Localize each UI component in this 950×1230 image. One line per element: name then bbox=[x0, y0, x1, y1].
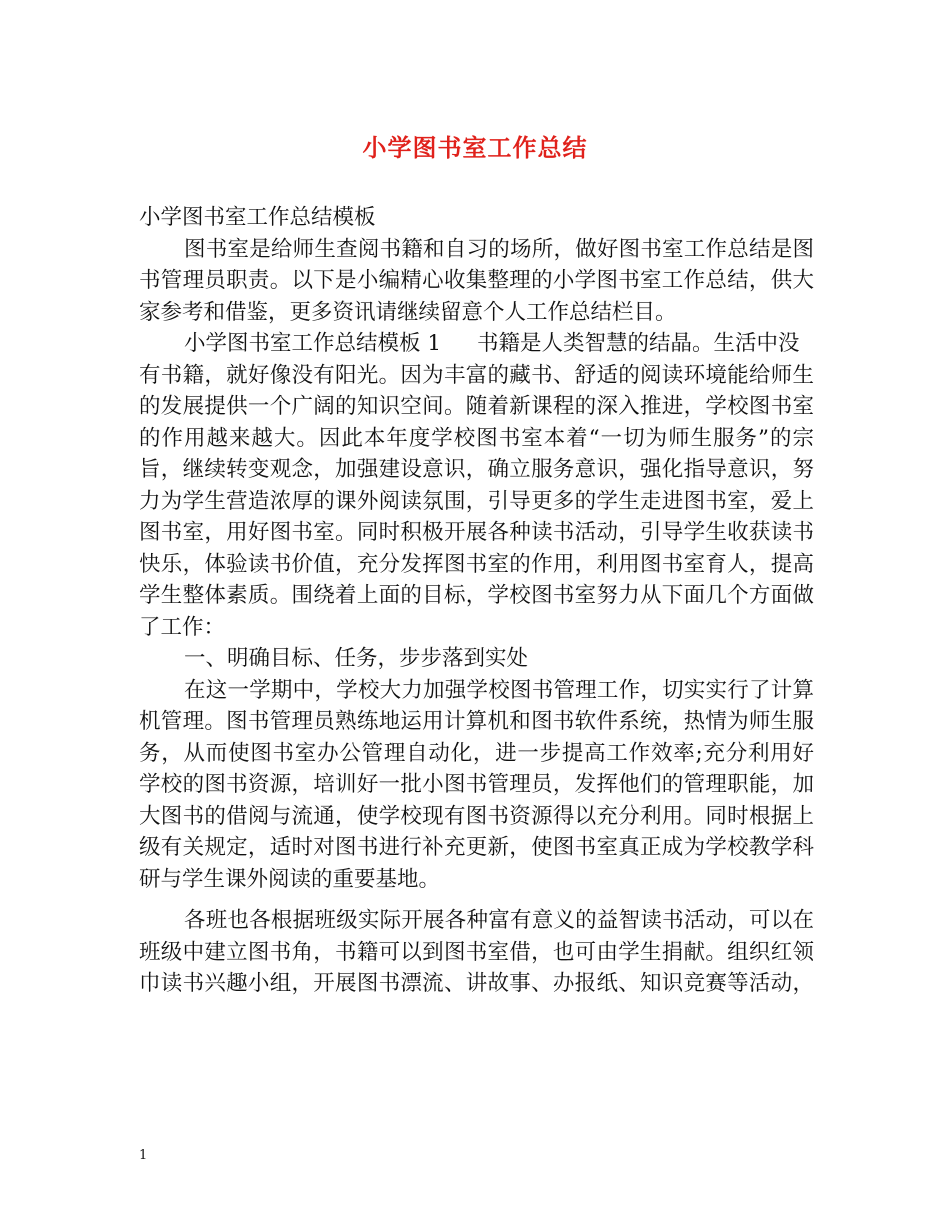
page-number: 1 bbox=[139, 1148, 148, 1163]
paragraph-line: 巾读书兴趣小组，开展图书漂流、讲故事、办报纸、知识竞赛等活动， bbox=[139, 971, 814, 996]
paragraph-line: 旨，继续转变观念，加强建设意识，确立服务意识，强化指导意识，努 bbox=[139, 457, 814, 482]
paragraph-text: 书籍是人类智慧的结晶。生活中没 bbox=[477, 331, 800, 356]
paragraph-line: 图书室，用好图书室。同时积极开展各种读书活动，引导学生收获读书 bbox=[139, 520, 814, 545]
paragraph-line: 务，从而使图书室办公管理自动化，进一步提高工作效率;充分利用好 bbox=[139, 740, 814, 766]
template-heading-line bbox=[139, 328, 814, 360]
paragraph-line: 有书籍，就好像没有阳光。因为丰富的藏书、舒适的阅读环境能给师生 bbox=[139, 362, 814, 388]
paragraph-line: 快乐，体验读书价值，充分发挥图书室的作用，利用图书室育人，提高 bbox=[139, 551, 814, 577]
paragraph-line: 家参考和借鉴，更多资讯请继续留意个人工作总结栏目。 bbox=[139, 299, 677, 325]
paragraph-line: 图书室是给师生查阅书籍和自习的场所，做好图书室工作总结是图 bbox=[184, 236, 814, 262]
paragraph-line: 机管理。图书管理员熟练地运用计算机和图书软件系统，热情为师生服 bbox=[139, 709, 814, 734]
paragraph-line: 了工作： bbox=[139, 614, 226, 640]
paragraph-line: 各班也各根据班级实际开展各种富有意义的益智读书活动，可以在 bbox=[184, 908, 814, 933]
paragraph-line: 的作用越来越大。因此本年度学校图书室本着“一切为师生服务”的宗 bbox=[139, 425, 814, 451]
document-body bbox=[139, 202, 814, 1000]
paragraph-line: 级有关规定，适时对图书进行补充更新，使图书室真正成为学校教学科 bbox=[139, 835, 814, 860]
paragraph-line: 研与学生课外阅读的重要基地。 bbox=[139, 866, 441, 892]
paragraph-line: 的发展提供一个广阔的知识空间。随着新课程的深入推进，学校图书室 bbox=[139, 394, 814, 419]
subtitle-line: 小学图书室工作总结模板 bbox=[139, 205, 376, 230]
paragraph-line: 书管理员职责。以下是小编精心收集整理的小学图书室工作总结，供大 bbox=[139, 268, 814, 293]
paragraph-line: 力为学生营造浓厚的课外阅读氛围，引导更多的学生走进图书室，爱上 bbox=[139, 488, 814, 514]
section-heading: 一、明确目标、任务，步步落到实处 bbox=[184, 646, 529, 671]
paragraph-line: 班级中建立图书角，书籍可以到图书室借，也可由学生捐献。组织红领 bbox=[139, 939, 814, 965]
paragraph-line: 大图书的借阅与流通，使学校现有图书资源得以充分利用。同时根据上 bbox=[139, 803, 814, 829]
paragraph-line: 在这一学期中，学校大力加强学校图书管理工作，切实实行了计算 bbox=[184, 677, 814, 703]
template-label: 小学图书室工作总结模板 1 bbox=[184, 331, 442, 356]
paragraph-line: 学校的图书资源，培训好一批小图书管理员，发挥他们的管理职能，加 bbox=[139, 772, 814, 797]
document-title: 小学图书室工作总结 bbox=[362, 133, 588, 162]
paragraph-line: 学生整体素质。围绕着上面的目标，学校图书室努力从下面几个方面做 bbox=[139, 583, 814, 608]
